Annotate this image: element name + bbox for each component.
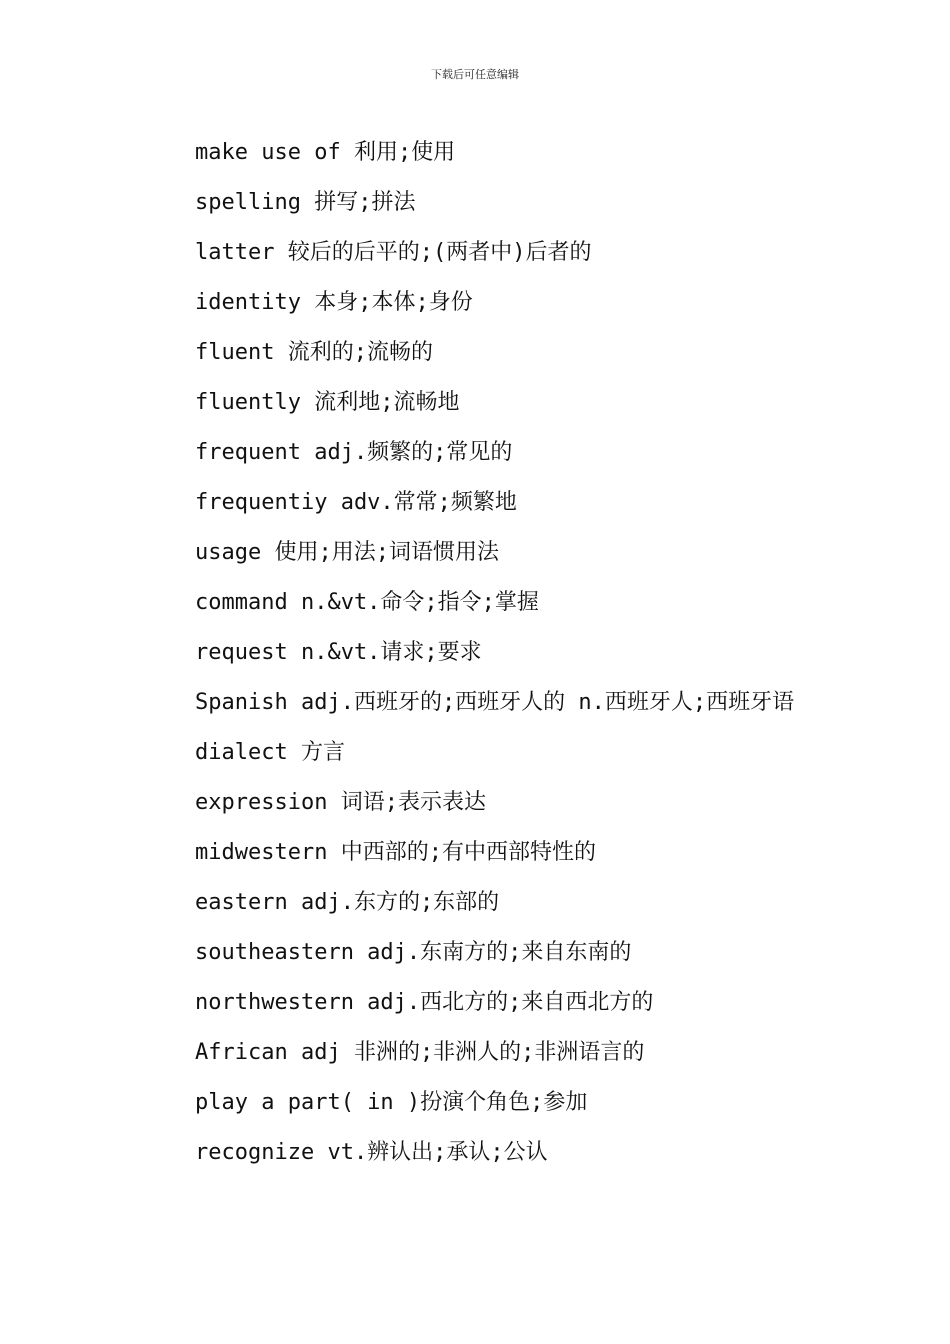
- vocab-entry: midwestern 中西部的;有中西部特性的: [195, 840, 596, 865]
- vocab-entry: eastern adj.东方的;东部的: [195, 890, 500, 915]
- page-header: 下载后可任意编辑: [431, 68, 519, 81]
- vocab-entry: northwestern adj.西北方的;来自西北方的: [195, 990, 654, 1015]
- vocab-entry: southeastern adj.东南方的;来自东南的: [195, 940, 632, 965]
- vocab-entry: recognize vt.辨认出;承认;公认: [195, 1140, 548, 1165]
- vocab-entry: fluently 流利地;流畅地: [195, 390, 460, 415]
- vocab-entry: latter 较后的后平的;(两者中)后者的: [195, 240, 592, 265]
- vocab-entry: usage 使用;用法;词语惯用法: [195, 540, 499, 565]
- vocab-entry: command n.&vt.命令;指令;掌握: [195, 590, 539, 615]
- vocab-entry: identity 本身;本体;身份: [195, 290, 473, 315]
- vocab-entry: dialect 方言: [195, 740, 345, 765]
- vocab-entry: make use of 利用;使用: [195, 140, 456, 165]
- vocab-entry: play a part( in )扮演个角色;参加: [195, 1090, 588, 1115]
- vocab-entry: expression 词语;表示表达: [195, 790, 486, 815]
- vocab-entry: frequent adj.频繁的;常见的: [195, 440, 513, 465]
- vocab-entry: Spanish adj.西班牙的;西班牙人的 n.西班牙人;西班牙语: [195, 690, 795, 715]
- vocabulary-list: [145, 128, 815, 1178]
- vocab-entry: fluent 流利的;流畅的: [195, 340, 433, 365]
- vocab-entry: frequentiy adv.常常;频繁地: [195, 490, 517, 515]
- vocab-entry: request n.&vt.请求;要求: [195, 640, 482, 665]
- vocab-entry: African adj 非洲的;非洲人的;非洲语言的: [195, 1040, 645, 1065]
- vocab-entry: spelling 拼写;拼法: [195, 190, 416, 215]
